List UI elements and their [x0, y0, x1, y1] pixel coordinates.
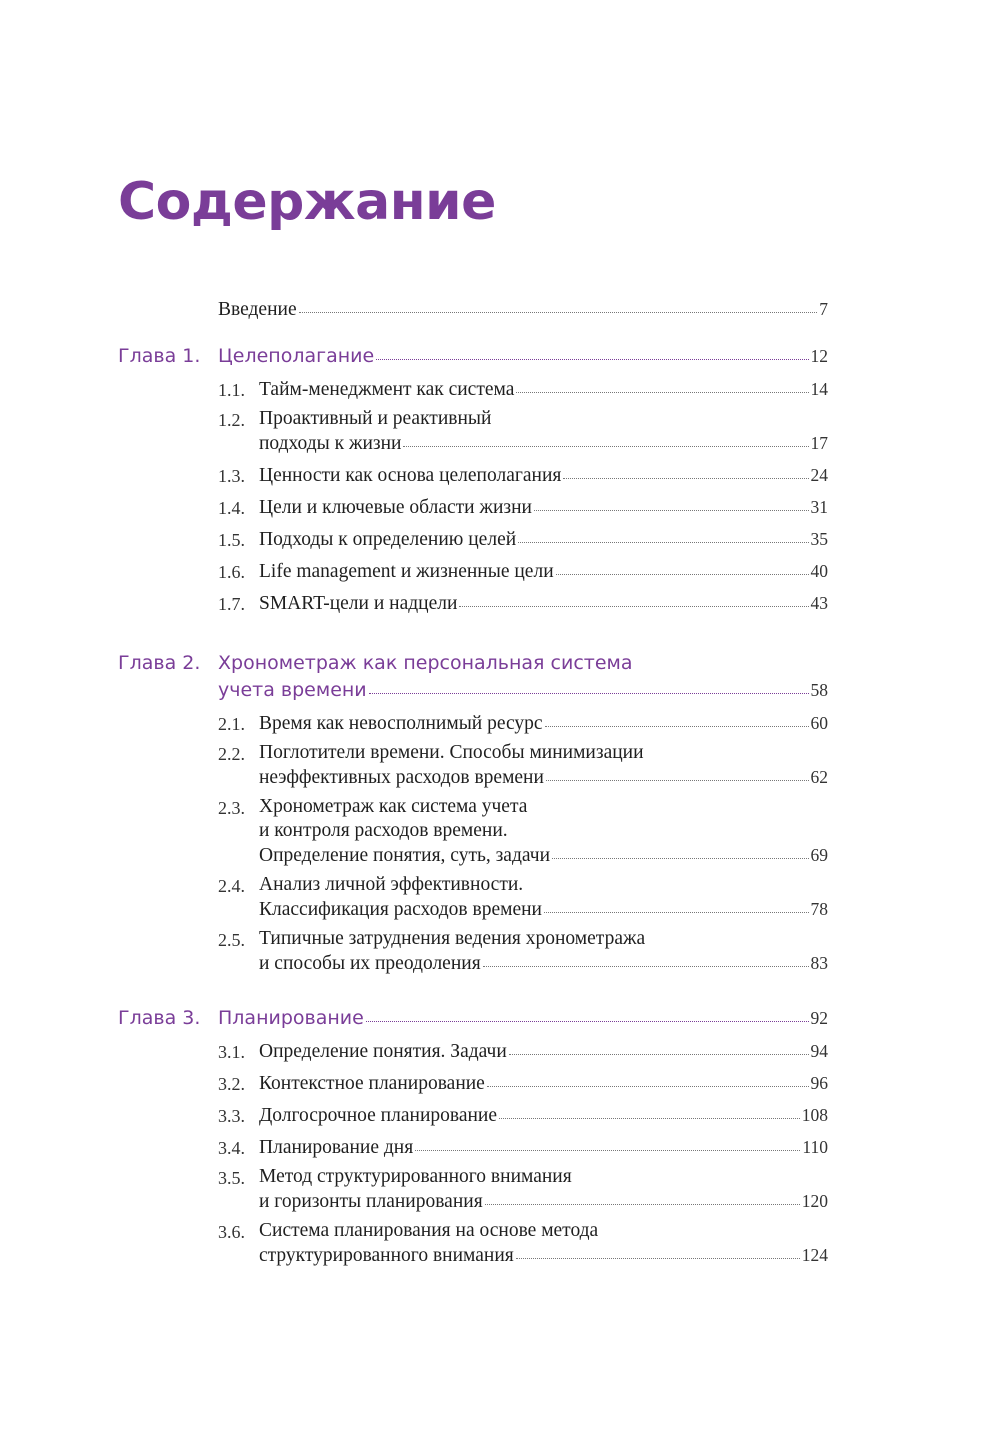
toc-entry-text — [259, 591, 828, 616]
toc-entry-1-3[interactable] — [118, 458, 828, 490]
toc-entry-text — [259, 463, 828, 488]
toc-page-number: 7 — [819, 299, 828, 319]
dot-leader — [516, 1258, 800, 1259]
toc-entry-title: Ценности как основа целеполагания — [259, 465, 562, 486]
chapter-title-line: учета времени — [218, 679, 367, 701]
section-number: 2.2. — [218, 744, 245, 764]
dot-leader — [516, 392, 808, 393]
toc-entry-title-line: и горизонты планирования — [259, 1191, 483, 1212]
chapter-title — [218, 343, 828, 370]
toc-entry-text — [259, 559, 828, 584]
toc-entry-title-line: Классификация расходов времени — [259, 899, 542, 920]
dot-leader — [544, 912, 809, 913]
toc-entry-3-1[interactable] — [118, 1034, 828, 1066]
dot-leader — [487, 1086, 809, 1087]
chapter-label: Глава 1. — [118, 345, 201, 367]
chapter-label: Глава 2. — [118, 652, 201, 674]
toc-page-number: 62 — [810, 767, 828, 787]
toc-entry-2-1[interactable] — [118, 706, 828, 738]
toc-entry-text — [259, 1219, 828, 1268]
toc-entry-title-line: Определение понятия, суть, задачи — [259, 845, 551, 866]
section-number: 3.3. — [218, 1106, 245, 1126]
toc-entry-text — [218, 297, 828, 322]
toc-entry-title-line: Метод структурированного внимания — [259, 1166, 572, 1187]
toc-page-number: 94 — [810, 1041, 828, 1061]
toc-page-number: 124 — [801, 1245, 828, 1265]
toc-entry-1-7[interactable] — [118, 586, 828, 618]
toc-entry-title-line: структурированного внимания — [259, 1245, 514, 1266]
toc-page-number: 40 — [810, 561, 828, 581]
toc-page-number: 14 — [810, 379, 828, 399]
toc-entry-title-line: неэффективных расходов времени — [259, 767, 544, 788]
toc-entry-title: Определение понятия. Задачи — [259, 1041, 507, 1062]
toc-entry-1-5[interactable] — [118, 522, 828, 554]
toc-entry-title: Планирование дня — [259, 1137, 414, 1158]
toc-entry-text — [259, 1103, 828, 1128]
toc-entry-title-line: Анализ личной эффективности. — [259, 874, 524, 895]
section-number: 3.5. — [218, 1168, 245, 1188]
dot-leader — [403, 446, 808, 447]
toc-entry-title-line: Проактивный и реактивный — [259, 408, 492, 429]
dot-leader — [415, 1150, 800, 1151]
toc-entry-title: SMART-цели и надцели — [259, 593, 458, 614]
toc-entry-text — [259, 741, 828, 790]
toc-entry-text — [259, 1165, 828, 1214]
toc-page-number: 78 — [810, 899, 828, 919]
toc-entry-title: Тайм-менеджмент как система — [259, 379, 515, 400]
dot-leader — [499, 1118, 800, 1119]
toc-entry-text — [259, 495, 828, 520]
page-title: Содержание — [118, 172, 496, 232]
section-number: 2.1. — [218, 714, 245, 734]
toc-page-number: 83 — [810, 953, 828, 973]
toc-page-number: 120 — [801, 1191, 828, 1211]
section-number: 1.7. — [218, 594, 245, 614]
toc-entry-text — [259, 711, 828, 736]
toc-page-number: 110 — [802, 1137, 828, 1157]
toc-entry-title-line: Система планирования на основе метода — [259, 1220, 599, 1241]
toc-entry-1-4[interactable] — [118, 490, 828, 522]
toc-entry-3-2[interactable] — [118, 1066, 828, 1098]
section-number: 2.4. — [218, 876, 245, 896]
toc-entry-1-6[interactable] — [118, 554, 828, 586]
toc-page-number: 12 — [810, 346, 828, 366]
toc-entry-2-2[interactable] — [118, 738, 828, 792]
toc-entry-title-line: и способы их преодоления — [259, 953, 481, 974]
toc-entry-3-3[interactable] — [118, 1098, 828, 1130]
section-number: 1.5. — [218, 530, 245, 550]
section-number: 2.3. — [218, 798, 245, 818]
dot-leader — [534, 510, 809, 511]
toc-entry-2-3[interactable] — [118, 792, 828, 870]
toc-entry-text — [259, 1071, 828, 1096]
dot-leader — [485, 1204, 800, 1205]
toc-page-number: 96 — [810, 1073, 828, 1093]
toc-chapter-3[interactable] — [118, 1002, 828, 1034]
toc-entry-2-4[interactable] — [118, 870, 828, 924]
dot-leader — [552, 858, 808, 859]
toc-entry-text — [259, 1135, 828, 1160]
dot-leader — [546, 780, 809, 781]
section-number: 1.4. — [218, 498, 245, 518]
toc-entry-text — [259, 527, 828, 552]
dot-leader — [459, 606, 808, 607]
section-number: 3.2. — [218, 1074, 245, 1094]
toc-entry-3-6[interactable] — [118, 1216, 828, 1270]
section-number: 1.1. — [218, 380, 245, 400]
toc-entry-title-line: Типичные затруднения ведения хронометража — [259, 928, 646, 949]
dot-leader — [563, 478, 808, 479]
dot-leader — [483, 966, 809, 967]
toc-page-number: 35 — [810, 529, 828, 549]
toc-entry-title: Цели и ключевые области жизни — [259, 497, 532, 518]
toc-page-number: 43 — [810, 593, 828, 613]
toc-entry-text — [259, 873, 828, 922]
toc-entry-1-2[interactable] — [118, 404, 828, 458]
toc-page-number: 108 — [801, 1105, 828, 1125]
toc-page-number: 31 — [810, 497, 828, 517]
toc-entry-2-5[interactable] — [118, 924, 828, 978]
toc-entry-title-line: Поглотители времени. Способы минимизации — [259, 742, 644, 763]
toc-page-number: 17 — [810, 433, 828, 453]
chapter-title-line: Хронометраж как персональная система — [218, 652, 633, 674]
toc-page-number: 58 — [810, 680, 828, 700]
section-number: 3.4. — [218, 1138, 245, 1158]
toc-entry-title-line: Хронометраж как система учета — [259, 796, 528, 817]
toc-page-number: 60 — [810, 713, 828, 733]
section-number: 1.3. — [218, 466, 245, 486]
toc-entry-title: Время как невосполнимый ресурс — [259, 713, 543, 734]
toc-entry-3-4[interactable] — [118, 1130, 828, 1162]
toc-page-number: 69 — [810, 845, 828, 865]
toc-entry-1-1[interactable] — [118, 372, 828, 404]
dot-leader — [366, 1021, 809, 1022]
table-of-contents — [118, 284, 828, 1270]
toc-entry-3-5[interactable] — [118, 1162, 828, 1216]
chapter-title — [218, 1005, 828, 1032]
section-number: 3.1. — [218, 1042, 245, 1062]
toc-chapter-2[interactable] — [118, 646, 828, 706]
toc-entry-title: Life management и жизненные цели — [259, 561, 554, 582]
dot-leader — [369, 693, 809, 694]
toc-entry-text — [259, 407, 828, 456]
chapter-label: Глава 3. — [118, 1007, 201, 1029]
dot-leader — [556, 574, 809, 575]
toc-page-number: 24 — [810, 465, 828, 485]
toc-entry-intro[interactable] — [118, 284, 828, 324]
dot-leader — [545, 726, 809, 727]
toc-entry-text — [259, 795, 828, 868]
dot-leader — [518, 542, 808, 543]
toc-entry-title: Долгосрочное планирование — [259, 1105, 498, 1126]
dot-leader — [376, 359, 808, 360]
toc-entry-text — [259, 377, 828, 402]
toc-entry-text — [259, 927, 828, 976]
chapter-title — [218, 650, 828, 704]
section-number: 2.5. — [218, 930, 245, 950]
toc-entry-title: Подходы к определению целей — [259, 529, 517, 550]
toc-entry-text — [259, 1039, 828, 1064]
toc-chapter-1[interactable] — [118, 340, 828, 372]
toc-entry-title-line: подходы к жизни — [259, 433, 402, 454]
chapter-title-line: Целеполагание — [218, 345, 375, 367]
section-number: 1.2. — [218, 410, 245, 430]
dot-leader — [509, 1054, 809, 1055]
section-number: 3.6. — [218, 1222, 245, 1242]
toc-page-number: 92 — [810, 1008, 828, 1028]
chapter-title-line: Планирование — [218, 1007, 364, 1029]
toc-entry-title: Введение — [218, 299, 297, 320]
section-number: 1.6. — [218, 562, 245, 582]
toc-entry-title: Контекстное планирование — [259, 1073, 485, 1094]
toc-entry-title-line: и контроля расходов времени. — [259, 820, 508, 841]
dot-leader — [299, 312, 818, 313]
